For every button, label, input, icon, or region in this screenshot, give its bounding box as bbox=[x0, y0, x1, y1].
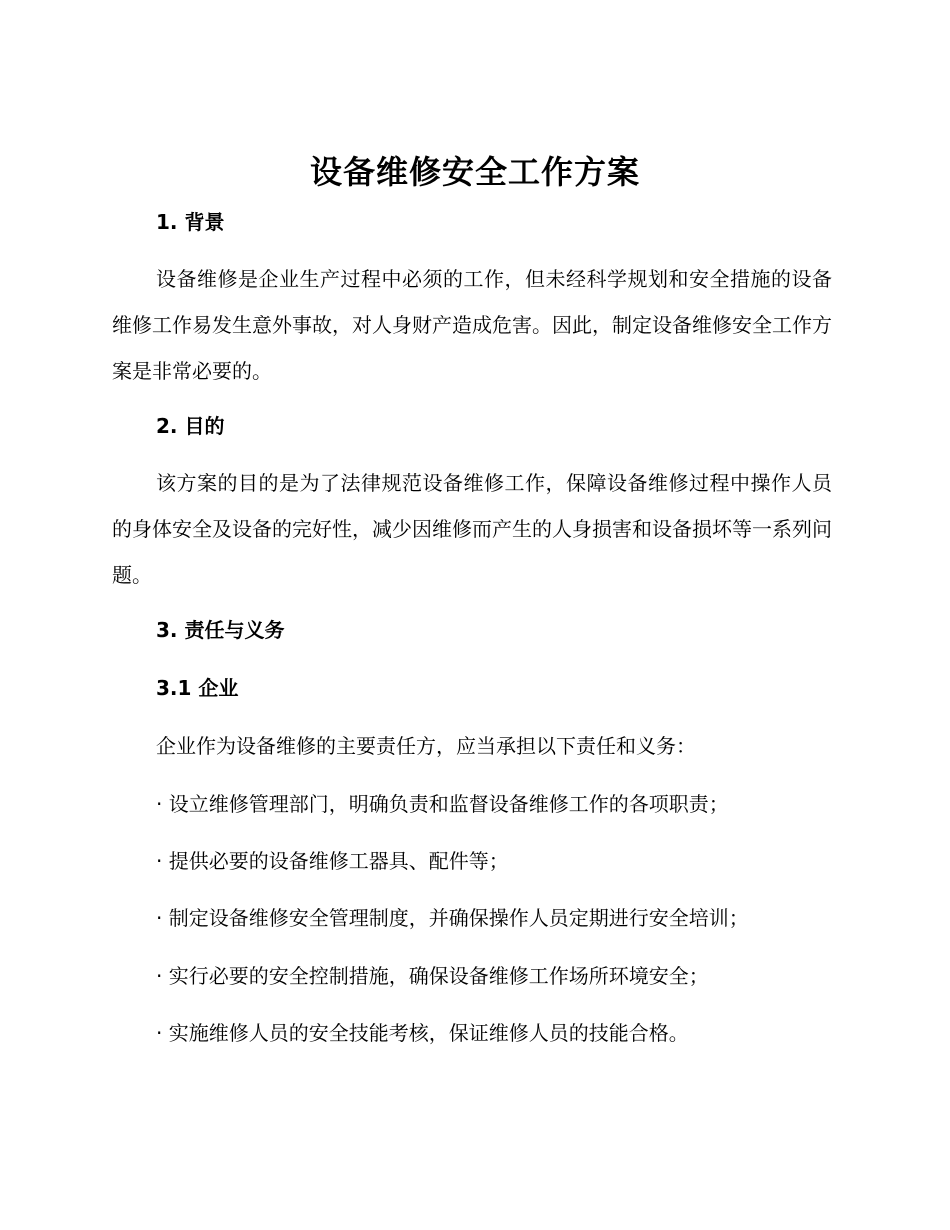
list-item: · 提供必要的设备维修工器具、配件等； bbox=[156, 849, 509, 873]
enterprise-intro: 企业作为设备维修的主要责任方，应当承担以下责任和义务： bbox=[156, 734, 696, 758]
list-item: · 设立维修管理部门，明确负责和监督设备维修工作的各项职责； bbox=[156, 792, 729, 816]
page-title: 设备维修安全工作方案 bbox=[309, 153, 640, 191]
section-heading-purpose: 2. 目的 bbox=[156, 414, 225, 438]
paragraph-purpose: 该方案的目的是为了法律规范设备维修工作，保障设备维修过程中操作人员的身体安全及设备的完好性，减少因维修而产生的人身损害和设备损坏等一系列问题。 bbox=[112, 471, 832, 587]
list-item: · 实施维修人员的安全技能考核，保证维修人员的技能合格。 bbox=[156, 1021, 689, 1045]
list-item: · 制定设备维修安全管理制度，并确保操作人员定期进行安全培训； bbox=[156, 906, 749, 930]
section-heading-responsibility: 3. 责任与义务 bbox=[156, 618, 285, 642]
list-item: · 实行必要的安全控制措施，确保设备维修工作场所环境安全； bbox=[156, 964, 709, 988]
paragraph-background: 设备维修是企业生产过程中必须的工作，但未经科学规划和安全措施的设备维修工作易发生意外事故，对人身财产造成危害。因此，制定设备维修安全工作方案是非常必要的。 bbox=[112, 267, 832, 383]
section-heading-background: 1. 背景 bbox=[156, 210, 225, 234]
subsection-heading-enterprise: 3.1 企业 bbox=[156, 676, 239, 700]
